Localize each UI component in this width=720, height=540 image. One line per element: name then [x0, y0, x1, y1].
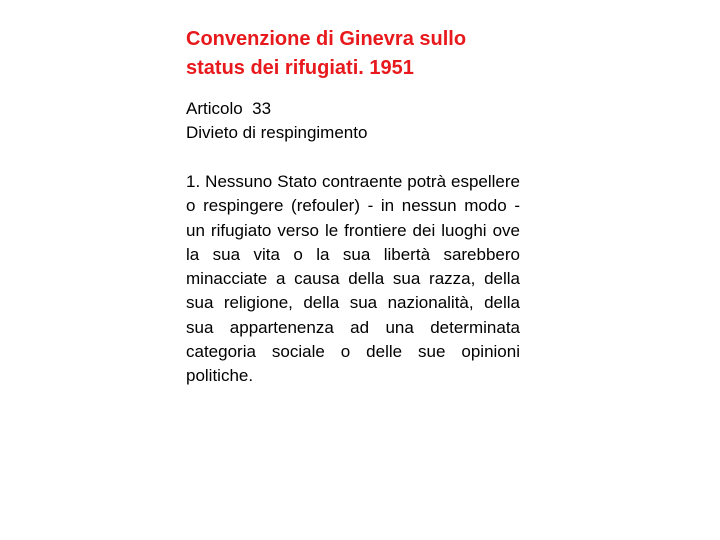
article-number: Articolo 33	[186, 99, 272, 118]
slide-title: Convenzione di Ginevra sullo status dei rifugiati. 1951	[186, 28, 467, 79]
article-header	[186, 97, 520, 145]
article-heading: Divieto di respingimento	[186, 123, 368, 142]
slide-content	[186, 25, 520, 406]
article-paragraph: 1. Nessuno Stato contraente potrà espellere o respingere (refouler) - in nessun modo - un rifugiato verso le frontiere dei luoghi ove la sua vita o la sua libertà sarebbero minacciate a causa della sua razza, della sua religione, della sua nazionalità, della sua appartenenza ad una determinata categoria sociale o delle sue opinioni politiche.	[186, 172, 520, 386]
